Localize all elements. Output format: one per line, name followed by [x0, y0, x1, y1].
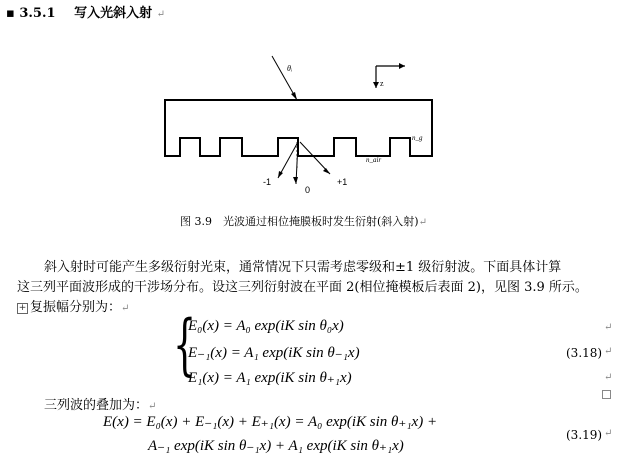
equation-superposition-line-1: E(x) = E₀(x) + E₋₁(x) + E₊₁(x) = A₀ exp(iK sin θ₊₁x) +	[103, 414, 438, 430]
section-bullet: ▪	[6, 6, 15, 21]
return-mark: ↵	[604, 372, 613, 383]
order-zero-label: 0	[305, 185, 311, 195]
ng-label: n_g	[412, 134, 423, 142]
equation-number-3-18: (3.18)	[566, 346, 603, 360]
section-heading	[6, 2, 165, 21]
equation-e1: E₁(x) = A₁ exp(iK sin θ₊₁x)	[188, 370, 352, 386]
phase-mask-diagram	[150, 50, 440, 205]
order-minus1-label: -1	[263, 177, 272, 187]
order-plus1-label: +1	[337, 177, 348, 187]
return-mark: ↵	[156, 9, 166, 20]
table-anchor-icon[interactable]: +	[18, 303, 27, 313]
section-number: 3.5.1	[19, 6, 56, 21]
return-mark: ↵	[604, 322, 613, 333]
equation-e0: E₀(x) = A₀ exp(iK sin θ₀x)	[188, 318, 344, 334]
equation-superposition-line-2: A₋₁ exp(iK sin θ₋₁x) + A₁ exp(iK sin θ₊₁x)	[148, 438, 404, 454]
section-title: 写入光斜入射	[74, 6, 153, 21]
nair-label: n_air	[366, 156, 382, 164]
return-mark: ↵	[604, 428, 613, 439]
equation-number-3-19: (3.19)	[566, 428, 603, 442]
paragraph-line-2	[17, 276, 588, 295]
superposition-label	[44, 394, 156, 413]
paragraph-line-1-text: 斜入射时可能产生多级衍射光束，通常情况下只需考虑零级和±1 级衍射波。下面具体计算	[44, 260, 562, 275]
paragraph-line-3-text: 复振幅分别为：	[30, 300, 122, 315]
equation-e-minus1: E₋₁(x) = A₁ exp(iK sin θ₋₁x)	[188, 345, 360, 361]
equation-brace: {	[173, 306, 197, 383]
incident-arrowhead	[291, 92, 297, 100]
return-mark: ↵	[418, 217, 427, 228]
phase-mask-outline	[165, 100, 432, 156]
superposition-label-text: 三列波的叠加为：	[44, 398, 149, 413]
figure-caption-text: 图 3.9 光波通过相位掩膜板时发生衍射(斜入射)	[180, 215, 419, 228]
theta-label: θᵢ	[287, 64, 293, 73]
figure-caption	[180, 213, 427, 229]
paragraph-line-2-text: 这三列平面波形成的干涉场分布。设这三列衍射波在平面 2(相位掩模板后表面 2)，见图 3.9 所示。	[17, 280, 588, 295]
return-mark: ↵	[121, 303, 130, 314]
z-label: z	[380, 79, 384, 88]
paragraph-line-3	[17, 296, 129, 315]
paragraph-line-1	[44, 256, 561, 275]
return-mark: ↵	[604, 346, 613, 357]
paragraph-mark-box	[602, 390, 611, 399]
return-mark: ↵	[148, 401, 157, 412]
